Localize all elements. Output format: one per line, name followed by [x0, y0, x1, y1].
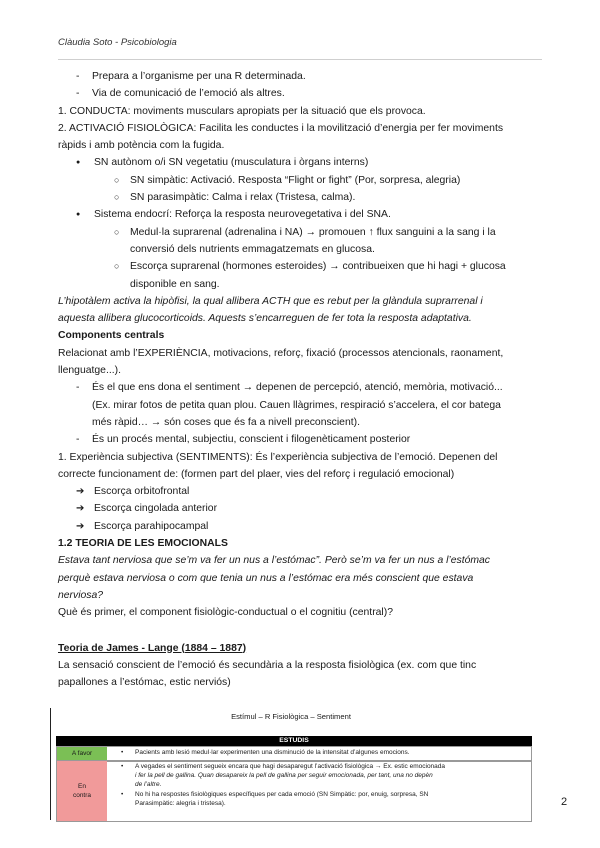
section-heading: 1.2 TEORIA DE LES EMOCIONALS — [58, 538, 228, 550]
table-edge-bar — [50, 708, 51, 820]
contra-bullet-1 — [117, 762, 527, 790]
favor-text: • Pacients amb lesió medul·lar experimenten una disminució de la intensitat d’algunes emocions. — [117, 748, 527, 757]
contra-b1-line1: A vegades el sentiment segueix encara que hagi desaparegut l’activació fisiològica → Ex. estic emocionada — [135, 763, 446, 770]
list-item: - És el que ens dona el sentiment → depenen de percepció, atenció, memòria, motivació... — [58, 379, 542, 396]
paragraph: 2. ACTIVACIÓ FISIOLÒGICA: Facilita les conductes i la movilització d’energia per fer moviments — [58, 122, 504, 134]
list-item: - Prepara a l’organisme per una R determinada. — [58, 68, 542, 85]
paragraph: 1. Experiència subjectiva (SENTIMENTS): És l’experiència subjectiva de l’emoció. Depenen del — [58, 451, 498, 463]
arrow-item: ➔ Escorça orbitofrontal — [58, 483, 542, 500]
contra-cell — [107, 761, 531, 821]
spacer — [58, 622, 542, 640]
list-item: - Via de comunicació de l’emoció als altres. — [58, 85, 542, 102]
paragraph: Relacionat amb l’EXPERIÈNCIA, motivacions, reforç, fixació (processos atencionals, raonament, — [58, 347, 504, 359]
italic-paragraph: perquè estava nerviosa o com que tenia un nus a l’estómac era més conscient que estava — [58, 572, 474, 584]
contra-label-line2: contra — [72, 792, 92, 799]
bullet-item: ● SN autònom o/i SN vegetatiu (musculatura i òrgans interns) — [58, 154, 542, 171]
italic-paragraph: L’hipotàlem activa la hipòfisi, la qual allibera ACTH que es rebut per la glàndula suprarrenal i — [58, 295, 483, 307]
contra-label-line1: En — [78, 782, 86, 790]
favor-cell — [107, 747, 531, 761]
contra-b1-line3: de l’altre. — [135, 781, 162, 789]
contra-b2-line1: No hi ha respostes fisiològiques específiques per cada emoció (SN Simpàtic: por, enuig, sorpresa, SN — [135, 790, 429, 798]
header-subject: Psicobiologia — [120, 37, 177, 48]
page-number: 2 — [561, 796, 568, 808]
italic-paragraph: aquesta allibera glucocorticoids. Aquests s’encarreguen de fer tota la resposta adaptativa. — [58, 313, 472, 325]
sub-bullet-item: ○ SN parasimpàtic: Calma i relax (Tristesa, calma). — [58, 189, 542, 206]
sub-bullet-item: ○ SN simpàtic: Activació. Resposta “Flight or fight” (Por, sorpresa, alegria) — [58, 172, 542, 189]
paragraph: llenguatge...). — [58, 365, 121, 377]
paragraph: 1. CONDUCTA: moviments musculars apropiats per la situació que els provoca. — [58, 105, 426, 117]
list-item-continuation: més ràpid… → són coses que és fa a nivell preconscient). — [92, 416, 360, 428]
arrow-item: ➔ Escorça cingolada anterior — [58, 500, 542, 517]
document-body — [58, 68, 542, 691]
paragraph: Què és primer, el component fisiològic-conductual o el cognitiu (central)? — [58, 607, 393, 619]
paragraph: papallones a l’estómac, estic nerviós) — [58, 677, 231, 689]
header-divider — [58, 59, 542, 60]
contra-label — [57, 761, 107, 821]
sub-bullet-continuation: conversió dels nutrients emmagatzemats en glucosa. — [130, 243, 375, 255]
paragraph: La sensació conscient de l’emoció és secundària a la resposta fisiològica (ex. com que tinc — [58, 659, 477, 671]
favor-label: A favor — [57, 747, 107, 761]
table-row-contra — [56, 760, 532, 822]
contra-b1-line2: i fer la pell de gallina. Quan desapareix la pell de gallina per seguir emocionada, per tant, una no depèn — [135, 772, 433, 780]
contra-bullet-2 — [117, 790, 527, 808]
paragraph: ràpids i amb potència com la fugida. — [58, 140, 225, 152]
subsection-heading: Teoria de James - Lange (1884 – 1887) — [58, 642, 247, 654]
italic-paragraph: nerviosa? — [58, 589, 104, 601]
table-title: Estímul – R Fisiològica – Sentiment — [231, 712, 351, 721]
page-header — [58, 37, 177, 48]
bullet-item: ● Sistema endocrí: Reforça la resposta neurovegetativa i del SNA. — [58, 206, 542, 223]
sub-bullet-item: ○ Medul·la suprarenal (adrenalina i NA) → promouen ↑ flux sanguini a la sang i la — [58, 224, 542, 241]
italic-paragraph: Estava tant nerviosa que se’m va fer un nus a l’estómac”. Però se’m va fer un nus a l’estómac — [58, 555, 490, 567]
studies-table-image — [50, 706, 532, 820]
sub-bullet-continuation: disponible en sang. — [130, 278, 220, 290]
contra-b2-line2: Parasimpàtic: alegria i tristesa). — [135, 799, 226, 807]
table-header: ESTUDIS — [56, 736, 532, 746]
header-author: Clàudia Soto - — [58, 37, 121, 48]
list-item: - És un procés mental, subjectiu, conscient i filogenèticament posterior — [58, 431, 542, 448]
arrow-item: ➔ Escorça parahipocampal — [58, 518, 542, 535]
sub-bullet-item: ○ Escorça suprarenal (hormones esteroides) → contribueixen que hi hagi + glucosa — [58, 258, 542, 275]
section-heading: Components centrals — [58, 330, 165, 342]
list-item-continuation: (Ex. mirar fotos de petita quan plou. Cauen llàgrimes, respiració s’accelera, el cor batega — [92, 399, 501, 411]
paragraph: correcte funcionament de: (formen part del plaer, vies del reforç i regulació emocional) — [58, 468, 455, 480]
